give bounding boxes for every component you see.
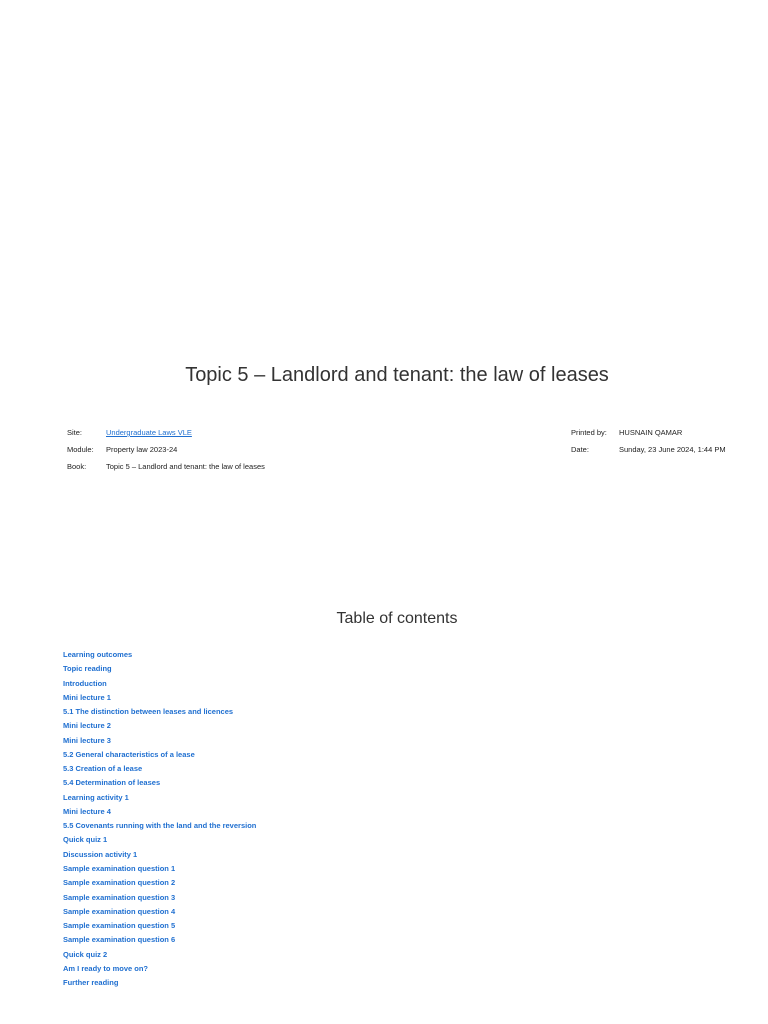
site-value <box>106 424 192 441</box>
toc-item[interactable]: Sample examination question 2 <box>63 878 176 888</box>
toc-item[interactable]: Mini lecture 2 <box>63 721 111 731</box>
toc-item[interactable]: Mini lecture 3 <box>63 735 111 745</box>
book-row <box>67 458 265 475</box>
toc-item[interactable]: Discussion activity 1 <box>63 849 138 859</box>
toc-item[interactable]: 5.4 Determination of leases <box>63 778 161 788</box>
book-value: Topic 5 – Landlord and tenant: the law of leases <box>106 462 265 471</box>
book-info-left <box>67 424 265 475</box>
toc-item[interactable]: Sample examination question 5 <box>63 921 176 931</box>
book-label: Book: <box>67 462 87 471</box>
toc-item[interactable]: Mini lecture 1 <box>63 692 111 702</box>
book-title: Topic 5 – Landlord and tenant: the law of leases <box>185 364 609 386</box>
toc-title: Table of contents <box>336 610 458 627</box>
toc-item[interactable]: 5.2 General characteristics of a lease <box>63 749 195 759</box>
toc-item[interactable]: Introduction <box>63 678 107 688</box>
printed-by-label: Printed by: <box>571 428 607 437</box>
toc-item[interactable]: Sample examination question 3 <box>63 892 176 902</box>
toc-item[interactable]: 5.1 The distinction between leases and licences <box>63 707 234 717</box>
toc-item[interactable]: Learning outcomes <box>63 650 133 659</box>
date-value: Sunday, 23 June 2024, 1:44 PM <box>619 445 726 454</box>
toc-item[interactable]: Mini lecture 4 <box>63 806 111 816</box>
toc-item[interactable]: Sample examination question 6 <box>63 935 176 945</box>
site-row <box>67 424 265 441</box>
table-of-contents <box>63 649 256 991</box>
toc-item[interactable]: Quick quiz 2 <box>63 949 108 959</box>
site-label: Site: <box>67 428 83 437</box>
printed-by-row <box>571 424 726 441</box>
toc-item[interactable]: 5.3 Creation of a lease <box>63 764 143 774</box>
toc-item[interactable]: Sample examination question 4 <box>63 906 176 916</box>
toc-item[interactable]: Further reading <box>63 978 119 988</box>
toc-item[interactable]: Quick quiz 1 <box>63 835 108 845</box>
date-row <box>571 441 726 458</box>
toc-item[interactable]: Learning activity 1 <box>63 792 129 802</box>
book-info-right <box>571 424 726 458</box>
module-label: Module: <box>67 445 94 454</box>
toc-item[interactable]: Am I ready to move on? <box>63 963 149 973</box>
module-value: Property law 2023-24 <box>106 445 178 454</box>
site-link[interactable]: Undergraduate Laws VLE <box>106 428 192 437</box>
printed-by-value: HUSNAIN QAMAR <box>619 428 683 437</box>
toc-item[interactable]: Sample examination question 1 <box>63 863 176 873</box>
module-row <box>67 441 265 458</box>
date-label: Date: <box>571 445 589 454</box>
toc-item[interactable]: 5.5 Covenants running with the land and the reversion <box>63 821 257 831</box>
toc-item[interactable]: Topic reading <box>63 664 112 674</box>
